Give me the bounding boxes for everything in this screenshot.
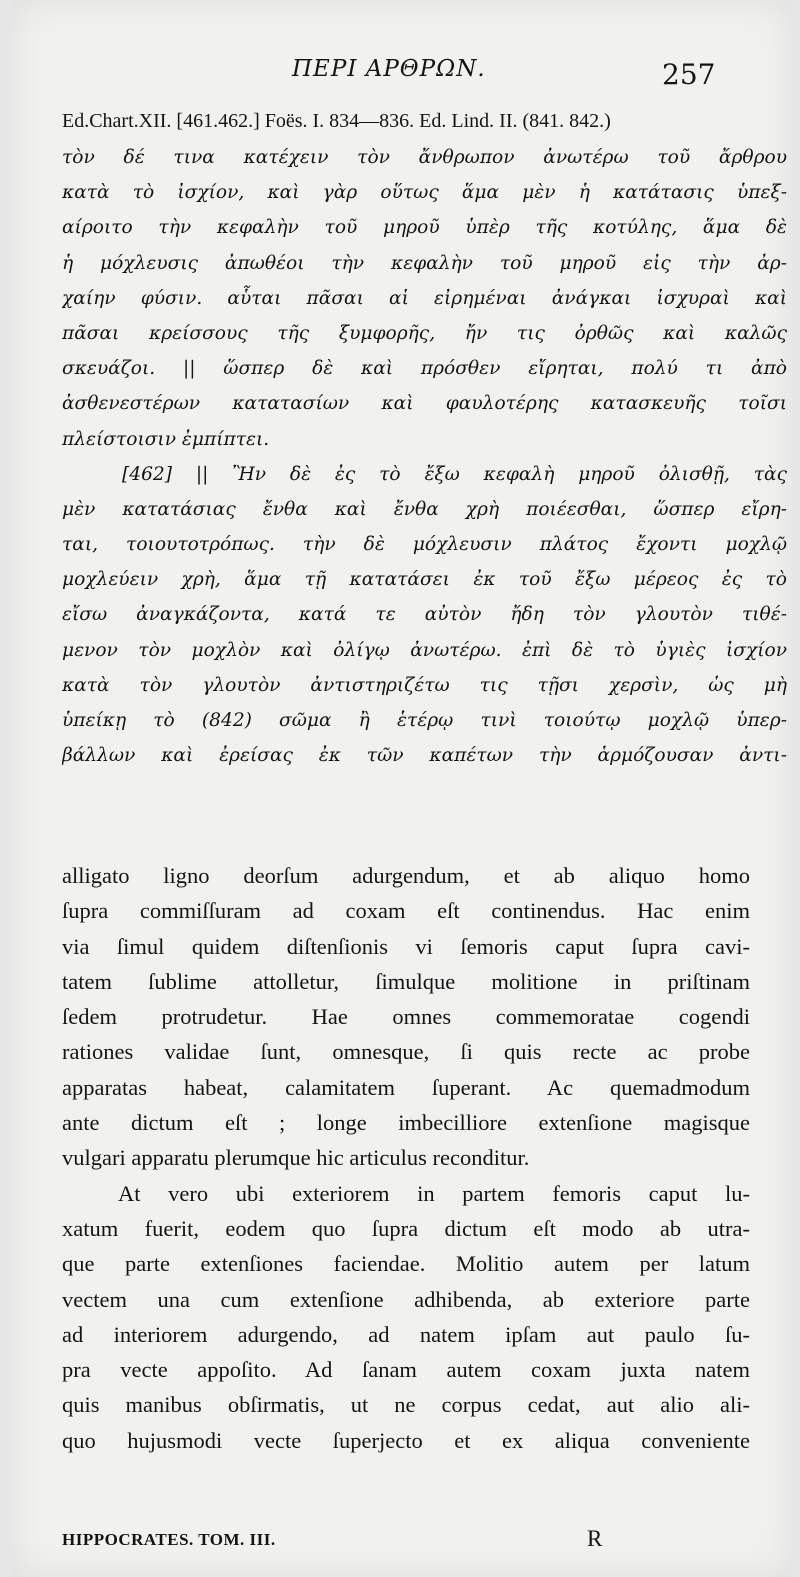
greek-line: πᾶσαι κρείσσους τῆς ξυμφορῆς, ἤν τις ὀρθῶς καὶ καλῶς	[62, 322, 787, 344]
greek-line: πλείστοισιν ἐμπίπτει.	[62, 428, 270, 450]
gathering-letter: R	[587, 1526, 603, 1551]
page-header	[12, 56, 792, 96]
latin-line: pra vecte appoſito. Ad ſanam autem coxam juxta natem	[62, 1357, 750, 1383]
greek-line: μενον τὸν μοχλὸν καὶ ὀλίγῳ ἀνωτέρω. ἐπὶ δὲ τὸ ὑγιὲς ἰσχίον	[62, 639, 787, 661]
latin-line: rationes validae ſunt, omnesque, ſi quis recte ac probe	[62, 1039, 750, 1065]
latin-line: tatem ſublime attolletur, ſimulque molitione in priſtinam	[62, 968, 750, 994]
edition-reference: Ed.Chart.XII. [461.462.] Foës. I. 834—836. Ed. Lind. II. (841. 842.)	[62, 110, 611, 132]
greek-line: ἡ μόχλευσις ἀπωθέοι τὴν κεφαλὴν τοῦ μηροῦ εἰς τὴν ἀρ-	[62, 252, 787, 274]
latin-line: alligato ligno deorſum adurgendum, et ab aliquo homo	[62, 863, 750, 888]
greek-line: ἀσθενεστέρων κατατασίων καὶ φαυλοτέρης κατασκευῆς τοῖσι	[62, 393, 787, 415]
greek-line: τὸν δέ τινα κατέχειν τὸν ἄνθρωπον ἀνωτέρω τοῦ ἄρθρου	[62, 147, 787, 168]
greek-line: κατὰ τὸν γλουτὸν ἀντιστηριζέτω τις τῇσι χερσὶν, ὡς μὴ	[62, 674, 787, 696]
greek-line: [462] || Ἢν δὲ ἐς τὸ ἔξω κεφαλὴ μηροῦ ὀλισθῇ, τὰς	[122, 463, 787, 485]
greek-line: σκευάζοι. || ὥσπερ δὲ καὶ πρόσθεν εἴρηται, πολύ τι ἀπὸ	[62, 358, 787, 380]
latin-line: At vero ubi exteriorem in partem femoris caput lu-	[118, 1180, 750, 1206]
running-title: ΠΕΡΙ ΑΡΘΡΩΝ.	[292, 56, 486, 82]
greek-text-block	[62, 140, 787, 773]
greek-line: ται, τοιουτοτρόπως. τὴν δὲ μόχλευσιν πλάτος ἔχοντι μοχλῷ	[62, 534, 787, 556]
latin-line: quis manibus obſirmatis, ut ne corpus cedat, aut alio ali-	[62, 1392, 750, 1418]
latin-line: que parte extenſiones faciendae. Molitio autem per latum	[62, 1251, 750, 1277]
page-number: 257	[662, 58, 716, 91]
latin-line: quo hujusmodi vecte ſuperjecto et ex aliqua conveniente	[62, 1427, 750, 1453]
signature-mark: HIPPOCRATES. TOM. III.	[62, 1530, 276, 1549]
latin-line: vectem una cum extenſione adhibenda, ab exteriore parte	[62, 1286, 750, 1312]
greek-line: κατὰ τὸ ἰσχίον, καὶ γὰρ οὕτως ἅμα μὲν ἡ κατάτασις ὑπεξ-	[62, 182, 787, 204]
latin-line: via ſimul quidem diſtenſionis vi ſemoris caput ſupra cavi-	[62, 933, 750, 959]
book-page	[12, 0, 792, 1577]
greek-line: ὑπείκῃ τὸ (842) σῶμα ἢ ἑτέρῳ τινὶ τοιούτῳ μοχλῷ ὑπερ-	[62, 710, 787, 731]
greek-line: μοχλεύειν χρὴ, ἅμα τῇ κατατάσει ἐκ τοῦ ἔξω μέρεος ἐς τὸ	[62, 569, 787, 591]
greek-line: βάλλων καὶ ἐρείσας ἐκ τῶν καπέτων τὴν ἁρμόζουσαν ἀντι-	[62, 745, 787, 767]
latin-line: ſedem protrudetur. Hae omnes commemoratae cogendi	[62, 1004, 750, 1030]
latin-text-block	[62, 858, 750, 1458]
latin-line: ad interiorem adurgendo, ad natem ipſam aut paulo ſu-	[62, 1321, 750, 1347]
latin-line: ante dictum eſt ; longe imbecilliore extenſione magisque	[62, 1110, 750, 1136]
latin-line: xatum fuerit, eodem quo ſupra dictum eſt modo ab utra-	[62, 1215, 750, 1241]
greek-line: μὲν κατατάσιας ἔνθα καὶ ἔνθα χρὴ ποιέεσθαι, ὥσπερ εἴρη-	[62, 498, 787, 520]
greek-line: αίροιτο τὴν κεφαλὴν τοῦ μηροῦ ὑπὲρ τῆς κοτύλης, ἅμα δὲ	[62, 217, 787, 239]
greek-line: εἴσω ἀναγκάζοντα, κατά τε αὐτὸν ἤδη τὸν γλουτὸν τιθέ-	[62, 604, 787, 626]
page-footer	[62, 1526, 782, 1560]
latin-line: vulgari apparatu plerumque hic articulus reconditur.	[62, 1145, 530, 1171]
latin-line: apparatas habeat, calamitatem ſuperant. Ac quemadmodum	[62, 1074, 750, 1100]
latin-line: ſupra commiſſuram ad coxam eſt continendus. Hac enim	[62, 898, 750, 924]
greek-line: χαίην φύσιν. αὗται πᾶσαι αἱ εἰρημέναι ἀνάγκαι ἰσχυραὶ καὶ	[62, 287, 787, 309]
